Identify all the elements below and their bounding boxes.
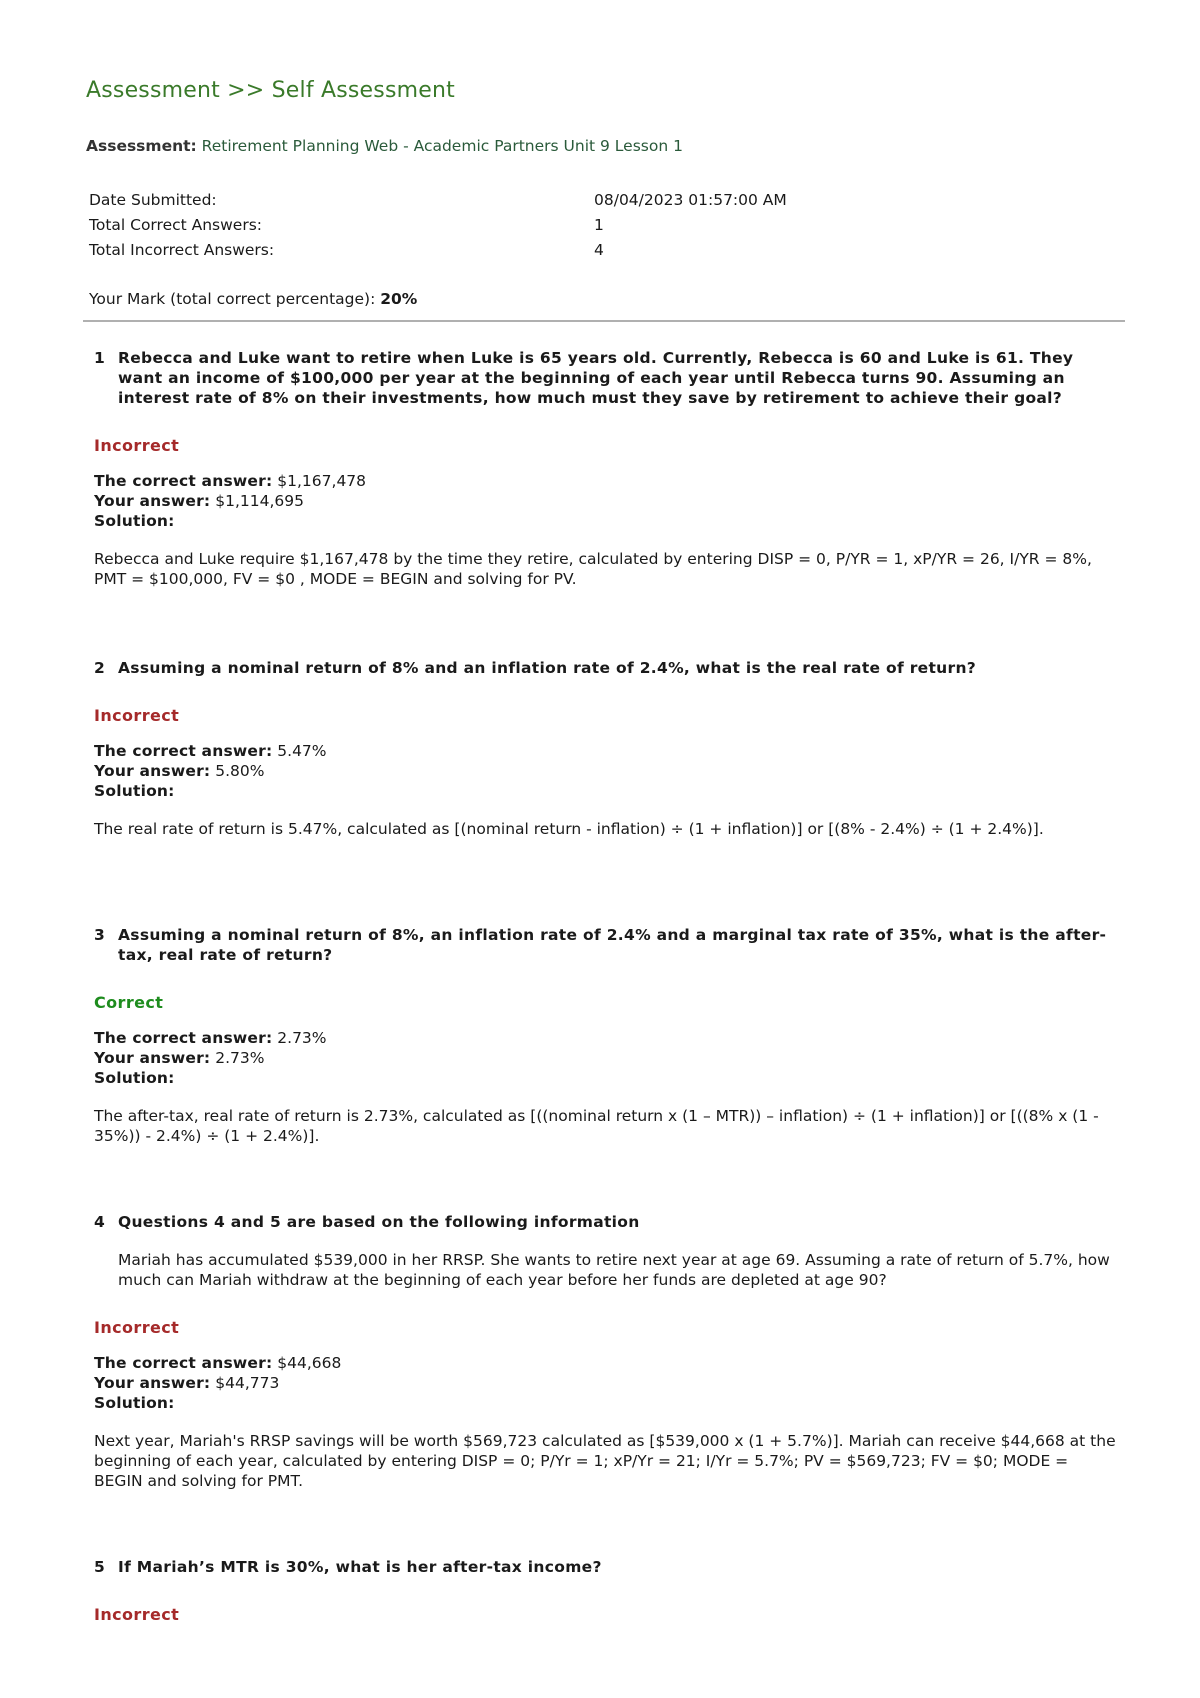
divider [83, 320, 1125, 322]
solution-label: Solution: [94, 1069, 175, 1087]
answer-block [94, 1353, 1114, 1413]
question-number: 4 [94, 1213, 106, 1231]
assessment-title [86, 137, 683, 155]
correct-answer-value: $44,668 [277, 1354, 342, 1372]
submission-summary [89, 188, 787, 263]
summary-row-incorrect [89, 238, 787, 263]
question-3 [94, 925, 1114, 1146]
question-number: 3 [94, 926, 106, 944]
result-status: Incorrect [94, 1318, 180, 1337]
summary-row-date [89, 188, 787, 213]
correct-answer-label: The correct answer: [94, 1029, 273, 1047]
correct-answer-label: The correct answer: [94, 1354, 273, 1372]
question-text: Assuming a nominal return of 8%, an inflation rate of 2.4% and a marginal tax rate of 35%, what is the after-tax, real rate of return? [118, 926, 1107, 964]
question-1 [94, 348, 1114, 589]
your-answer-label: Your answer: [94, 1374, 211, 1392]
result-status: Correct [94, 993, 164, 1012]
correct-answer-value: 2.73% [277, 1029, 327, 1047]
solution-text: Rebecca and Luke require $1,167,478 by the time they retire, calculated by entering DISP = 0, P/YR = 1, xP/YR = 26, I/YR = 8%, PMT = $100,000, FV = $0 , MODE = BEGIN and solving for PV. [94, 550, 1092, 588]
your-answer-label: Your answer: [94, 1049, 211, 1067]
your-answer-label: Your answer: [94, 492, 211, 510]
solution-text: Next year, Mariah's RRSP savings will be worth $569,723 calculated as [$539,000 x (1 + 5.7%)]. Mariah can receive $44,668 at the beginning of each year, calculated by entering DISP = 0; P/Yr = 1; xP/Yr = 21; I/Yr = 5.7%; PV = $569,723; FV = $0; MODE = BEGIN and solving for PMT. [94, 1432, 1116, 1490]
summary-row-correct [89, 213, 787, 238]
question-5 [94, 1557, 1114, 1624]
assessment-name: Retirement Planning Web - Academic Partners Unit 9 Lesson 1 [201, 137, 683, 155]
incorrect-count-value: 4 [594, 241, 604, 259]
solution-text: The after-tax, real rate of return is 2.73%, calculated as [((nominal return x (1 – MTR)) – inflation) ÷ (1 + inflation)] or [((8% x (1 - 35%)) - 2.4%) ÷ (1 + 2.4%)]. [94, 1107, 1099, 1145]
correct-answer-label: The correct answer: [94, 742, 273, 760]
question-text: Assuming a nominal return of 8% and an inflation rate of 2.4%, what is the real rate of return? [118, 659, 977, 677]
result-status: Incorrect [94, 706, 180, 725]
incorrect-count-label: Total Incorrect Answers: [89, 241, 275, 259]
your-answer-value: 2.73% [215, 1049, 265, 1067]
solution-label: Solution: [94, 782, 175, 800]
breadcrumb: Assessment >> Self Assessment [86, 78, 455, 103]
your-answer-value: $44,773 [215, 1374, 280, 1392]
correct-answer-value: $1,167,478 [277, 472, 367, 490]
solution-label: Solution: [94, 512, 175, 530]
question-text: Rebecca and Luke want to retire when Luke is 65 years old. Currently, Rebecca is 60 and Luke is 61. They want an income of $100,000 per year at the beginning of each year until Rebecca turns 90. Assuming an interest rate of 8% on their investments, how much must they save by retirement to achieve their goal? [118, 349, 1074, 407]
solution-label: Solution: [94, 1394, 175, 1412]
question-2 [94, 658, 1114, 839]
question-header [94, 925, 1114, 965]
question-header [94, 1557, 1114, 1577]
question-header [94, 1212, 1114, 1232]
question-number: 2 [94, 659, 106, 677]
correct-answer-label: The correct answer: [94, 472, 273, 490]
question-info: Mariah has accumulated $539,000 in her RRSP. She wants to retire next year at age 69. Assuming a rate of return of 5.7%, how much can Mariah withdraw at the beginning of each year before her funds are depleted at age 90? [118, 1251, 1110, 1289]
result-status: Incorrect [94, 436, 180, 455]
question-header [94, 348, 1114, 408]
question-number: 1 [94, 349, 106, 367]
question-number: 5 [94, 1558, 106, 1576]
question-4 [94, 1212, 1114, 1491]
question-text: Questions 4 and 5 are based on the following information [118, 1213, 640, 1231]
result-status: Incorrect [94, 1605, 180, 1624]
mark-value: 20% [380, 290, 418, 308]
answer-block [94, 1028, 1114, 1088]
your-answer-value: $1,114,695 [215, 492, 305, 510]
your-answer-label: Your answer: [94, 762, 211, 780]
answer-block [94, 741, 1114, 801]
question-header [94, 658, 1114, 678]
question-text: If Mariah’s MTR is 30%, what is her after-tax income? [118, 1558, 602, 1576]
mark-label: Your Mark (total correct percentage): [89, 290, 376, 308]
assessment-label: Assessment: [86, 137, 197, 155]
correct-count-value: 1 [594, 216, 604, 234]
date-value: 08/04/2023 01:57:00 AM [594, 191, 787, 209]
solution-text: The real rate of return is 5.47%, calculated as [(nominal return - inflation) ÷ (1 + inflation)] or [(8% - 2.4%) ÷ (1 + 2.4%)]. [94, 820, 1044, 838]
your-answer-value: 5.80% [215, 762, 265, 780]
date-label: Date Submitted: [89, 191, 217, 209]
correct-answer-value: 5.47% [277, 742, 327, 760]
answer-block [94, 471, 1114, 531]
correct-count-label: Total Correct Answers: [89, 216, 263, 234]
mark-summary [89, 290, 417, 308]
